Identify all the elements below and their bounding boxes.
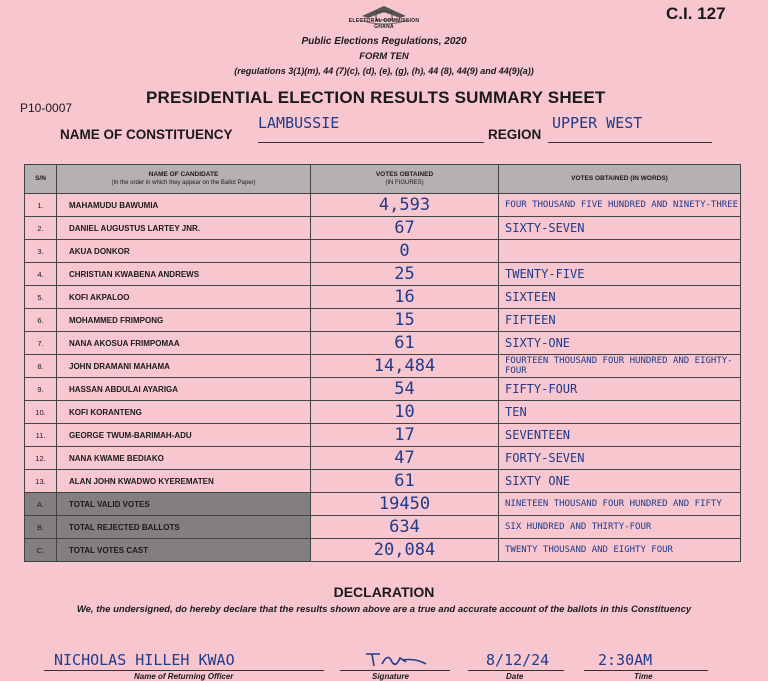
table-header [25, 165, 741, 194]
declaration-text: We, the undersigned, do hereby declare that the results shown above are a true and accurate account of the ballots in this Constituency [76, 604, 692, 615]
time-caption: Time [634, 672, 653, 681]
region-value: UPPER WEST [552, 114, 643, 132]
constituency-line [258, 142, 484, 143]
table-row: 8. JOHN DRAMANI MAHAMA 14,484 FOURTEEN THOUSAND FOUR HUNDRED AND EIGHTY-FOUR [25, 355, 741, 378]
region-line [548, 142, 712, 143]
date-caption: Date [506, 672, 524, 681]
table-row: 1. MAHAMUDU BAWUMIA 4,593 FOUR THOUSAND FIVE HUNDRED AND NINETY-THREE [25, 194, 741, 217]
returning-officer-name: NICHOLAS HILLEH KWAO [54, 651, 235, 669]
table-row: 10. KOFI KORANTENG 10 TEN [25, 401, 741, 424]
name-caption: Name of Returning Officer [134, 672, 234, 681]
time-value: 2:30AM [598, 651, 653, 669]
table-row: 4. CHRISTIAN KWABENA ANDREWS 25 TWENTY-FIVE [25, 263, 741, 286]
total-row: C. TOTAL VOTES CAST 20,084 TWENTY THOUSAND AND EIGHTY FOUR [25, 539, 741, 562]
table-row: 7. NANA AKOSUA FRIMPOMAA 61 SIXTY-ONE [25, 332, 741, 355]
form-code: C.I. 127 [666, 4, 726, 23]
form-number: FORM TEN [359, 51, 409, 62]
total-row: A. TOTAL VALID VOTES 19450 NINETEEN THOUSAND FOUR HUNDRED AND FIFTY [25, 493, 741, 516]
declaration-heading: DECLARATION [333, 584, 435, 600]
col-sn: S/N [25, 165, 57, 194]
table-row: 3. AKUA DONKOR 0 [25, 240, 741, 263]
date-value: 8/12/24 [486, 651, 550, 669]
col-candidate: NAME OF CANDIDATE (In the order in which they appear on the Ballot Paper) [57, 165, 311, 194]
table-row: 12. NANA KWAME BEDIAKO 47 FORTY-SEVEN [25, 447, 741, 470]
issuer: ELECTORAL COMMISSION GHANA [348, 18, 420, 30]
table-row: 11. GEORGE TWUM-BARIMAH-ADU 17 SEVENTEEN [25, 424, 741, 447]
regulation-title: Public Elections Regulations, 2020 [301, 36, 467, 47]
col-words: VOTES OBTAINED (IN WORDS) [499, 165, 741, 194]
total-row: B. TOTAL REJECTED BALLOTS 634 SIX HUNDRED AND THIRTY-FOUR [25, 516, 741, 539]
col-figures: VOTES OBTAINED (IN FIGURES) [311, 165, 499, 194]
table-row: 6. MOHAMMED FRIMPONG 15 FIFTEEN [25, 309, 741, 332]
signature-line [340, 670, 450, 671]
time-line [584, 670, 708, 671]
page-title: PRESIDENTIAL ELECTION RESULTS SUMMARY SHEET [146, 88, 606, 107]
table-row: 2. DANIEL AUGUSTUS LARTEY JNR. 67 SIXTY-SEVEN [25, 217, 741, 240]
regulation-refs: (regulations 3(1)(m), 44 (7)(c), (d), (e), (g), (h), 44 (8), 44(9) and 44(9)(a)) [234, 66, 534, 76]
polling-code: P10-0007 [20, 101, 73, 115]
constituency-label: NAME OF CONSTITUENCY [60, 127, 233, 142]
name-line [44, 670, 324, 671]
signature-icon [362, 648, 430, 670]
signature-caption: Signature [372, 672, 409, 681]
date-line [468, 670, 564, 671]
constituency-value: LAMBUSSIE [258, 114, 340, 132]
table-row: 9. HASSAN ABDULAI AYARIGA 54 FIFTY-FOUR [25, 378, 741, 401]
table-row: 13. ALAN JOHN KWADWO KYEREMATEN 61 SIXTY ONE [25, 470, 741, 493]
results-table [24, 164, 741, 562]
region-label: REGION [488, 127, 542, 142]
table-row: 5. KOFI AKPALOO 16 SIXTEEN [25, 286, 741, 309]
